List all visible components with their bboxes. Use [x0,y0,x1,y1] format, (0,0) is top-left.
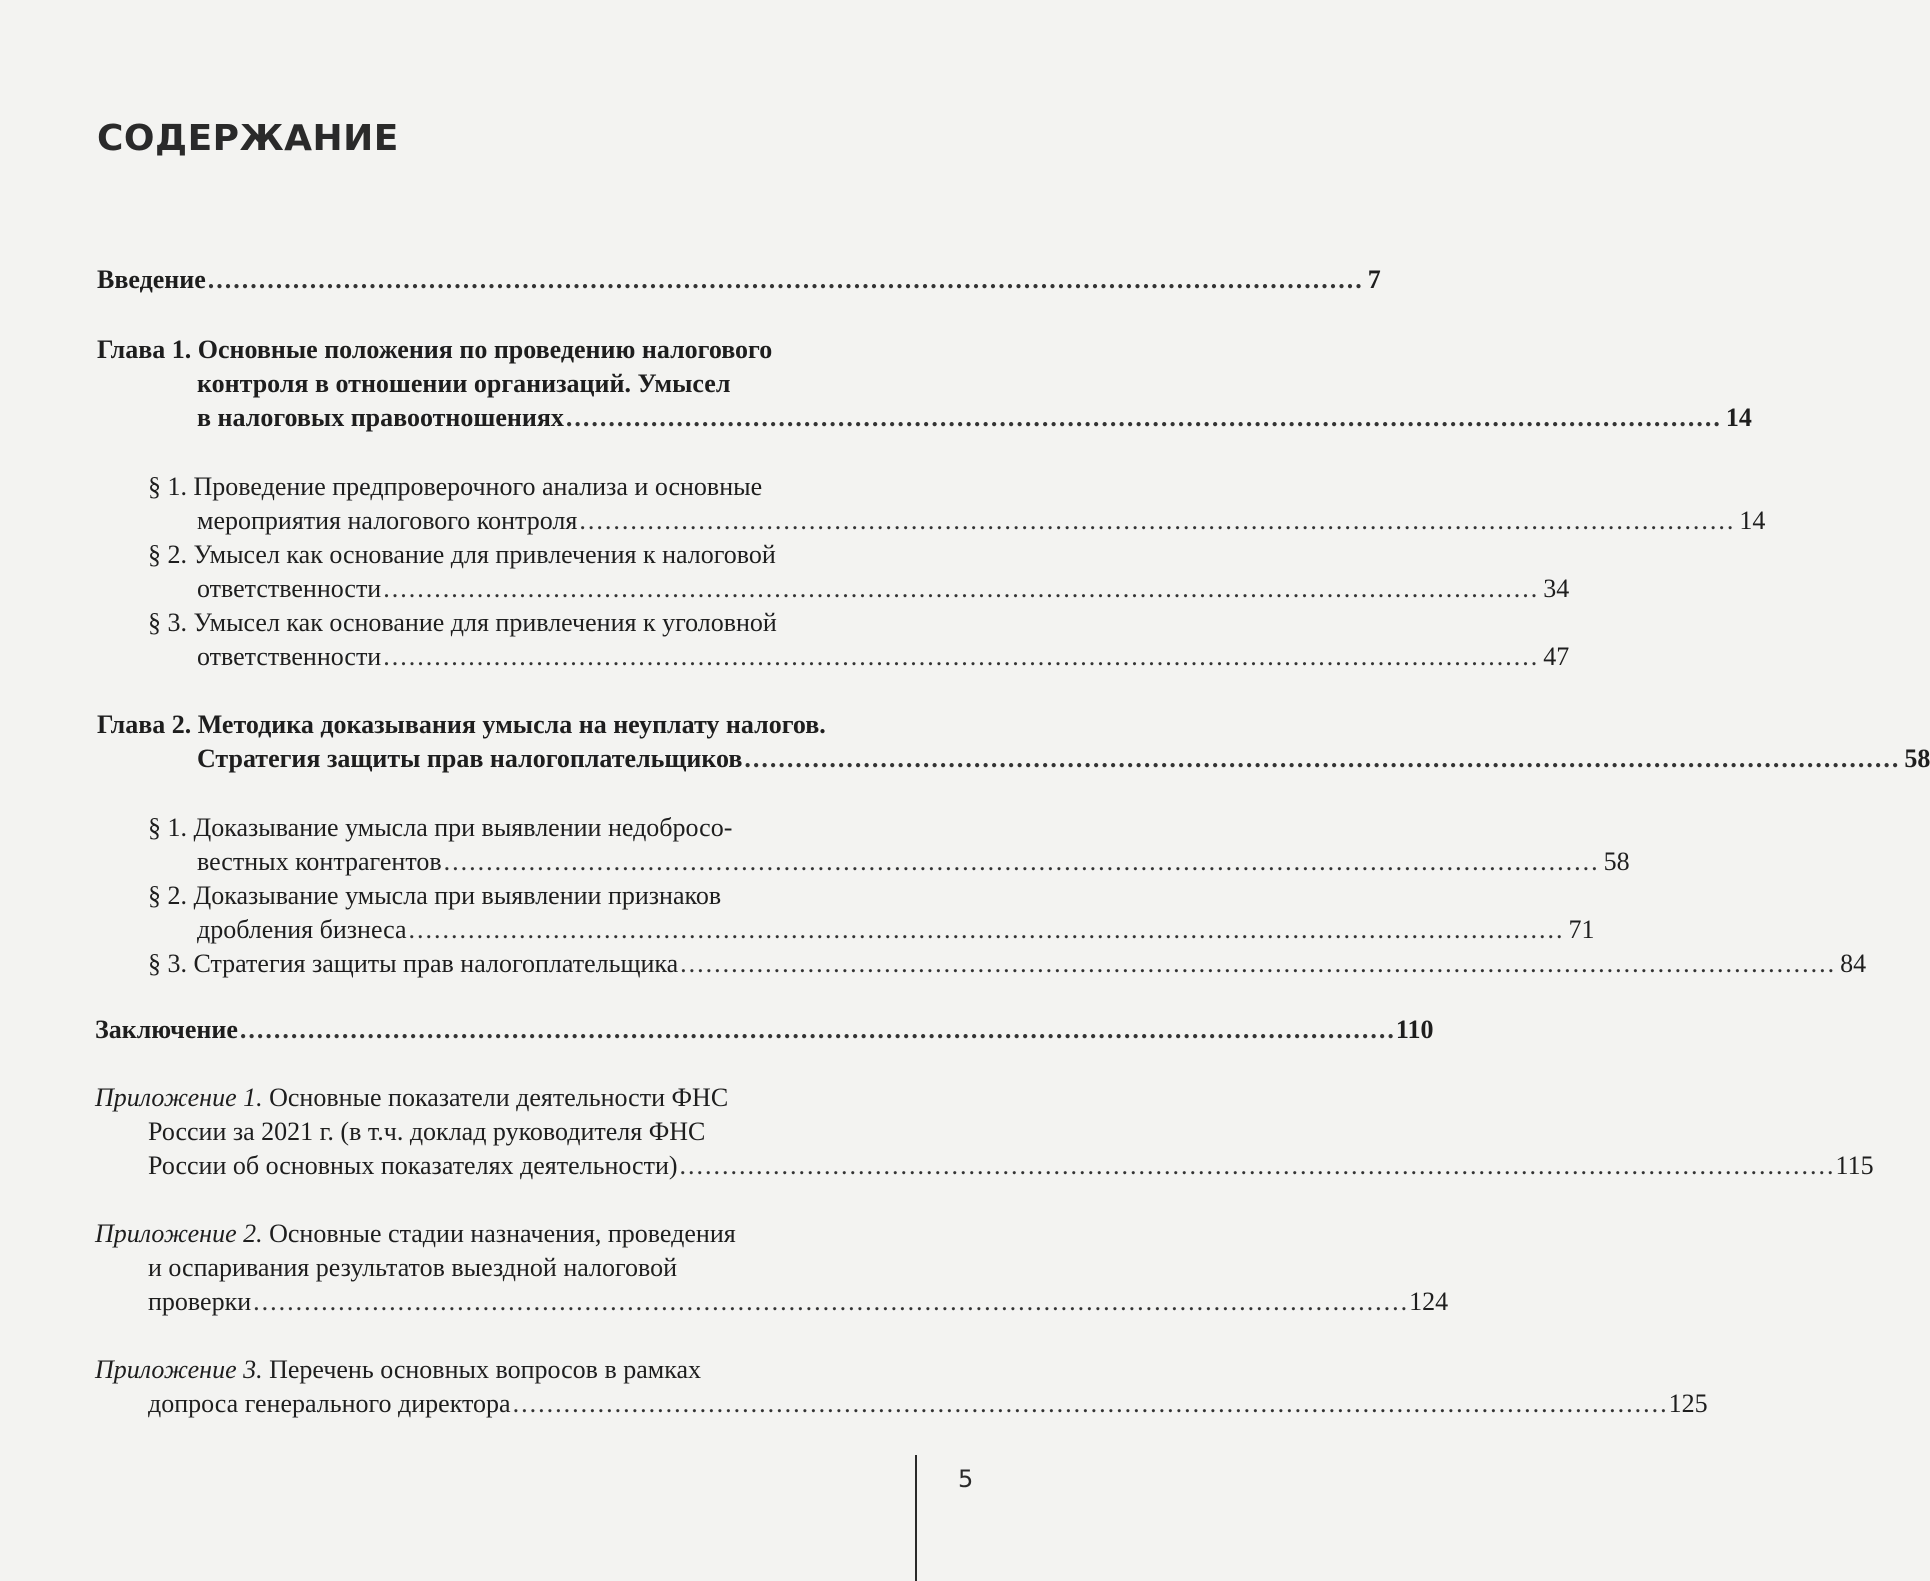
leader-dots: ........................................................................................................................................ [253,1287,1410,1316]
toc-entry-text: России об основных показателях деятельности) [148,1151,678,1180]
toc-chapter-1-line1[interactable] [97,333,772,367]
toc-entry-text: § 1. Проведение предпроверочного анализа и основные [148,472,763,501]
toc-section-1-3-line2[interactable] [197,640,1570,674]
toc-entry-text: России за 2021 г. (в т.ч. доклад руководителя ФНС [148,1117,706,1146]
toc-entry-text: § 2. Доказывание умысла при выявлении признаков [148,881,722,910]
toc-page-number: 124 [1409,1287,1449,1316]
page-number-rule [915,1455,917,1581]
toc-appendix-1-line3[interactable] [148,1149,1874,1183]
toc-entry-text: Стратегия защиты прав налогоплательщиков [197,744,743,773]
toc-appendix-1-line2[interactable] [148,1115,705,1149]
leader-dots: ........................................................................................................................................ [443,847,1600,876]
toc-entry-text: ответственности [197,642,382,671]
leader-dots: ........................................................................................................................................ [565,403,1722,432]
toc-section-1-2-line2[interactable] [197,572,1570,606]
toc-appendix-2-line2[interactable] [148,1251,677,1285]
toc-entry-text: Перечень основных вопросов в рамках [262,1355,701,1384]
toc-page-number: 58 [1904,744,1930,773]
toc-entry-text: дробления бизнеса [197,915,407,944]
toc-page-number: 115 [1835,1151,1874,1180]
leader-dots: ........................................................................................................................................ [744,744,1901,773]
toc-appendix-1-line1[interactable] [95,1081,728,1115]
toc-entry-conclusion[interactable] [95,1013,1434,1047]
toc-page-number: 34 [1543,574,1570,603]
toc-entry-text: ответственности [197,574,382,603]
toc-appendix-3-line2[interactable] [148,1387,1708,1421]
toc-section-2-1-line2[interactable] [197,845,1630,879]
toc-entry-text: § 3. Умысел как основание для привлечения к уголовной [148,608,777,637]
toc-section-1-2-line1[interactable] [148,538,776,572]
toc-entry-text: проверки [148,1287,252,1316]
toc-entry-text: Основные стадии назначения, проведения [262,1219,736,1248]
toc-entry-text: Заключение [95,1015,238,1044]
toc-page-number: 110 [1395,1015,1434,1044]
toc-entry-text: Глава 2. Методика доказывания умысла на неуплату налогов. [97,710,826,739]
toc-entry-text: в налоговых правоотношениях [197,403,564,432]
toc-section-1-1-line2[interactable] [197,504,1766,538]
toc-entry-text: § 1. Доказывание умысла при выявлении недобросо- [148,813,733,842]
toc-appendix-2-line3[interactable] [148,1285,1449,1319]
toc-section-2-3[interactable] [148,947,1867,981]
leader-dots: ........................................................................................................................................ [680,949,1837,978]
toc-section-1-1-line1[interactable] [148,470,762,504]
toc-page-number: 47 [1543,642,1570,671]
leader-dots: ........................................................................................................................................ [408,915,1565,944]
toc-entry-text: § 3. Стратегия защиты прав налогоплательщика [148,949,679,978]
toc-entry-intro[interactable] [97,263,1381,297]
toc-entry-text: и оспаривания результатов выездной налоговой [148,1253,678,1282]
toc-chapter-1-line2[interactable] [197,367,730,401]
toc-page-number: 58 [1603,847,1630,876]
toc-section-1-3-line1[interactable] [148,606,777,640]
toc-entry-text: допроса генерального директора [148,1389,511,1418]
leader-dots: ........................................................................................................................................ [207,265,1364,294]
toc-entry-text: Введение [97,265,206,294]
leader-dots: ........................................................................................................................................ [512,1389,1669,1418]
toc-entry-text: § 2. Умысел как основание для привлечения к налоговой [148,540,776,569]
toc-page-number: 14 [1725,403,1752,432]
toc-entry-text: Основные показатели деятельности ФНС [262,1083,729,1112]
toc-entry-text: вестных контрагентов [197,847,442,876]
leader-dots: ........................................................................................................................................ [679,1151,1836,1180]
page-number: 5 [958,1465,974,1493]
toc-entry-text: Глава 1. Основные положения по проведению налогового [97,335,773,364]
toc-chapter-2-line2[interactable] [197,742,1930,776]
toc-entry-text: мероприятия налогового контроля [197,506,578,535]
toc-page-number: 84 [1840,949,1867,978]
leader-dots: ........................................................................................................................................ [579,506,1736,535]
toc-section-2-2-line2[interactable] [197,913,1595,947]
page-title: СОДЕРЖАНИЕ [97,118,399,159]
toc-page-number: 125 [1668,1389,1708,1418]
leader-dots: ........................................................................................................................................ [383,642,1540,671]
appendix-label: Приложение 2. [95,1219,263,1248]
toc-page-number: 71 [1568,915,1595,944]
appendix-label: Приложение 3. [95,1355,263,1384]
leader-dots: ........................................................................................................................................ [383,574,1540,603]
toc-page-number: 14 [1739,506,1766,535]
toc-page-number: 7 [1367,265,1381,294]
toc-chapter-1-line3[interactable] [197,401,1752,435]
toc-appendix-3-line1[interactable] [95,1353,701,1387]
toc-appendix-2-line1[interactable] [95,1217,736,1251]
toc-section-2-1-line1[interactable] [148,811,732,845]
toc-entry-text: контроля в отношении организаций. Умысел [197,369,731,398]
toc-section-2-2-line1[interactable] [148,879,721,913]
appendix-label: Приложение 1. [95,1083,263,1112]
leader-dots: ........................................................................................................................................ [239,1015,1396,1044]
toc-chapter-2-line1[interactable] [97,708,826,742]
